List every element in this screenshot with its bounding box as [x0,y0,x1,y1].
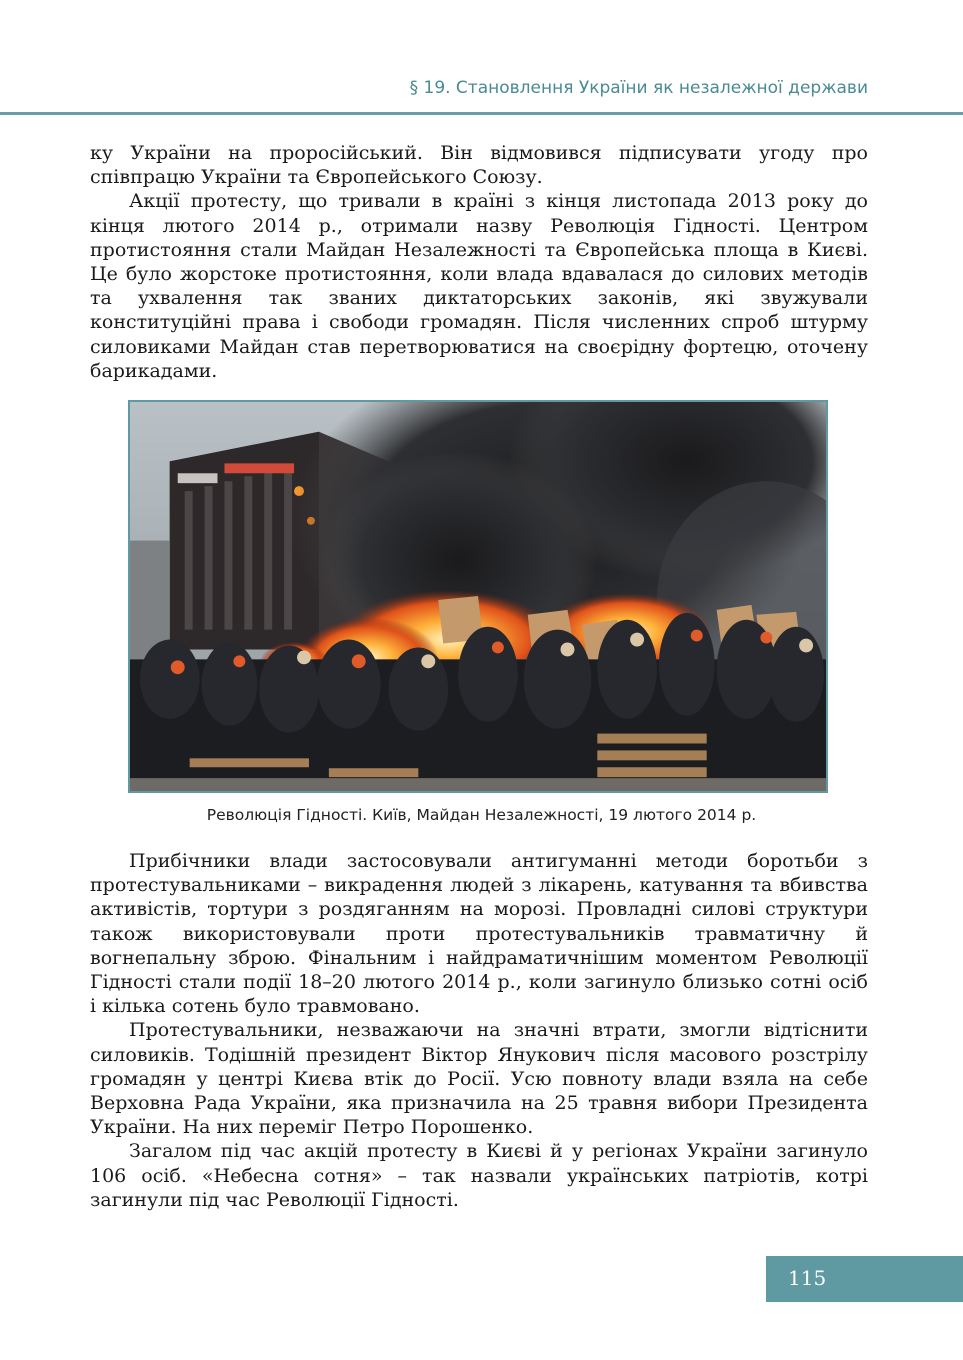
page-number: 115 [788,1266,827,1290]
protest-photo [128,400,828,793]
paragraph: Загалом під час акцій протесту в Києві й у регіонах України загинуло 106 осіб. «Небесна сотня» – так назвали українських патріотів, котрі загинули під час Революції Гідності. [90,1140,868,1211]
text-block-top [90,141,868,383]
header-divider [0,112,963,115]
paragraph: Протестувальники, незважаючи на значні втрати, змогли відтіснити силовиків. Тодішній президент Віктор Янукович після масового розстрілу громадян у центрі Києва втік до Росії. Усю повноту влади взяла на себе Верховна Рада України, яка призначила на 25 травня вибори Президента України. На них переміг Петро Порошенко. [90,1019,868,1139]
paragraph: Акції протесту, що тривали в країні з кінця листопада 2013 року до кінця лютого 2014 р., отримали назву Революція Гідності. Центром протистояння стали Майдан Незалежності та Європейська площа в Києві. Це було жорстоке протистояння, коли влада вдавалася до силових методів та ухвалення так званих диктаторських законів, які звужували конституційні права і свободи громадян. Після численних спроб штурму силовиками Майдан став перетворюватися на своєрідну фортецю, оточену барикадами. [90,190,868,382]
figure-caption: Революція Гідності. Київ, Майдан Незалежності, 19 лютого 2014 р. [206,806,757,824]
section-title: § 19. Становлення України як незалежної держави [409,78,868,98]
paragraph: ку України на проросійський. Він відмовився підписувати угоду про співпрацю України та Європейського Союзу. [90,142,868,189]
paragraph: Прибічники влади застосовували антигуманні методи боротьби з протестувальниками – викрадення людей з лікарень, катування та вбивства активістів, тортури з роздяганням на морозі. Провладні силові структури також використовували проти протестувальників травматичну й вогнепальну зброю. Фінальним і найдраматичнішим моментом Революції Гідності стали події 18–20 лютого 2014 р., коли загинуло близько сотні осіб і кілька сотень було травмовано. [90,850,868,1018]
photo-illustration [130,402,826,791]
text-block-bottom [90,849,868,1212]
